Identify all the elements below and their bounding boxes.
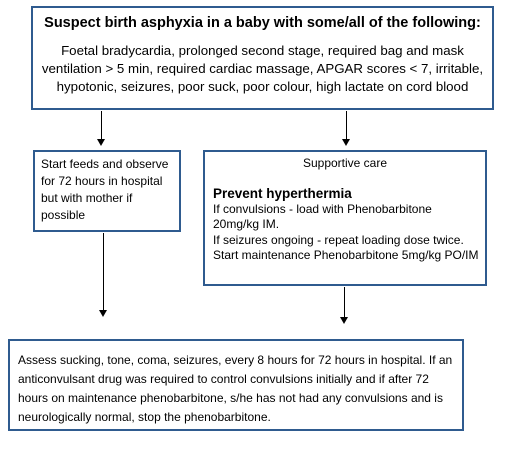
arrow-left-to-assess-head [99,310,107,317]
arrow-to-feeds-line [101,111,102,139]
criteria-body: Foetal bradycardia, prolonged second stage, required bag and mask ventilation > 5 min, required cardiac massage, APGAR scores < 7, irritable, hypotonic, seizures, poor suck, poor colour, high lactate on cord blood [41,43,484,94]
supportive-care-heading: Supportive care [302,156,388,170]
criteria-title: Suspect birth asphyxia in a baby with some/all of the following: [44,15,481,31]
supportive-care-box [203,150,487,286]
arrow-right-to-assess-line [344,287,345,317]
assessment-text: Assess sucking, tone, coma, seizures, every 8 hours for 72 hours in hospital. If an anticonvulsant drug was required to control convulsions initially and if after 72 hours on maintenance phenobarbitone, s/he has not had any convulsions and is neurologically normal, stop the phenobarbitone. [18,353,453,424]
arrow-to-supportive-line [346,111,347,139]
seizures-instruction: If seizures ongoing - repeat loading dose twice. Start maintenance Phenobarbitone 5mg/kg PO/IM [213,232,479,262]
feeds-observe-text: Start feeds and observe for 72 hours in hospital but with mother if possible [41,157,169,222]
assessment-box [8,339,464,431]
arrow-left-to-assess-line [103,233,104,310]
arrow-to-supportive-head [342,139,350,146]
birth-asphyxia-criteria-box [31,6,494,110]
convulsions-instruction: If convulsions - load with Phenobarbitone 20mg/kg IM. [213,201,432,231]
arrow-right-to-assess-head [340,317,348,324]
feeds-observe-box [33,150,181,232]
prevent-hyperthermia-heading: Prevent hyperthermia [213,185,352,201]
arrow-to-feeds-head [97,139,105,146]
